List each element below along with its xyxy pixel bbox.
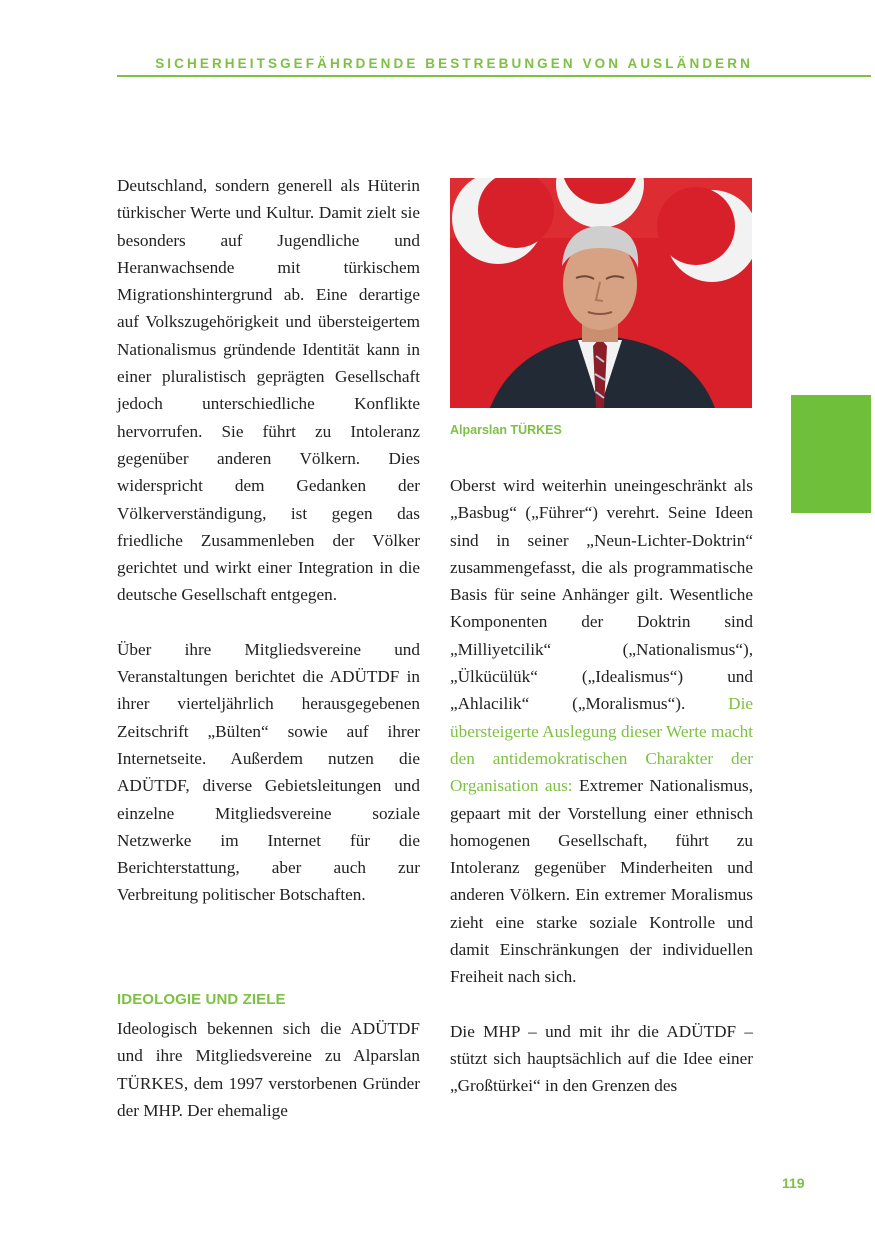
portrait-illustration: [450, 178, 752, 408]
left-paragraph-3: Ideologisch bekennen sich die ADÜTDF und ihre Mitgliedsvereine zu Alparslan TÜRKES, dem 1997 verstorbenen Gründer der MHP. Der ehemalige: [117, 1019, 420, 1120]
photo-caption: Alparslan TÜRKES: [450, 423, 562, 437]
page-number: 119: [782, 1175, 805, 1191]
running-header-title: SICHERHEITSGEFÄHRDENDE BESTREBUNGEN VON AUSLÄNDERN: [155, 56, 753, 71]
right-column: [450, 472, 753, 1100]
right-paragraph-1-highlight: Die übersteigerte Auslegung dieser Werte macht den antidemokratischen Charakter der Organisation aus:: [450, 694, 753, 796]
right-paragraph-2: Die MHP – und mit ihr die ADÜTDF – stützt sich hauptsächlich auf die Idee einer „Großtürkei“ in den Grenzen des: [450, 1021, 753, 1096]
chapter-tab-marker: [791, 395, 871, 513]
running-header: [117, 52, 871, 76]
left-column-continued: [117, 1015, 420, 1124]
left-column: [117, 172, 420, 909]
portrait-photo: [450, 178, 752, 408]
right-paragraph-1-start: Oberst wird weiterhin uneingeschränkt als „Basbug“ („Führer“) verehrt. Seine Ideen sind in seiner „Neun-Lichter-Doktrin“ zusammengefasst, die als programmatische Basis für seine Anhänger gilt. Wesentliche Komponenten der Doktrin sind „Milliyetcilik“ („Nationalismus“), „Ülkücülük“ („Idealismus“) und „Ahlacilik“ („Moralismus“).: [450, 476, 753, 714]
left-paragraph-2: Über ihre Mitgliedsvereine und Veranstaltungen berichtet die ADÜTDF in ihrer vierteljährlich herausgegebenen Zeitschrift „Bülten“ sowie auf ihrer Internetseite. Außerdem nutzen die ADÜTDF, diverse Gebietsleitungen und einzelne Mitgliedsvereine soziale Netzwerke im Internet für die Berichterstattung, aber auch zur Verbreitung politischer Botschaften.: [117, 639, 420, 905]
header-divider: [117, 75, 871, 77]
right-paragraph-1: [450, 472, 753, 991]
left-paragraph-1: Deutschland, sondern generell als Hüterin türkischer Werte und Kultur. Damit zielt sie besonders auf Jugendliche und Heranwachsende mit türkischem Migrationshintergrund ab. Eine derartige auf Volkszugehörigkeit und übersteigertem Nationalismus gründende Identität kann in einer pluralistisch geprägten Gesellschaft jedoch unterschiedliche Konflikte hervorrufen. Sie führt zu Intoleranz gegenüber anderen Völkern. Dies widerspricht dem Gedanken der Völkerverständigung, ist gegen das friedliche Zusammenleben der Völker gerichtet und wirkt einer Integration in die deutsche Gesellschaft entgegen.: [117, 176, 420, 605]
section-heading: IDEOLOGIE UND ZIELE: [117, 991, 286, 1008]
right-paragraph-1-end: Extremer Nationalismus, gepaart mit der Vorstellung einer ethnisch homogenen Gesellschaft, führt zu Intoleranz gegenüber Minderheiten und anderen Völkern. Ein extremer Moralismus zieht eine starke soziale Kontrolle und damit Einschränkungen der individuellen Freiheit nach sich.: [450, 776, 753, 987]
